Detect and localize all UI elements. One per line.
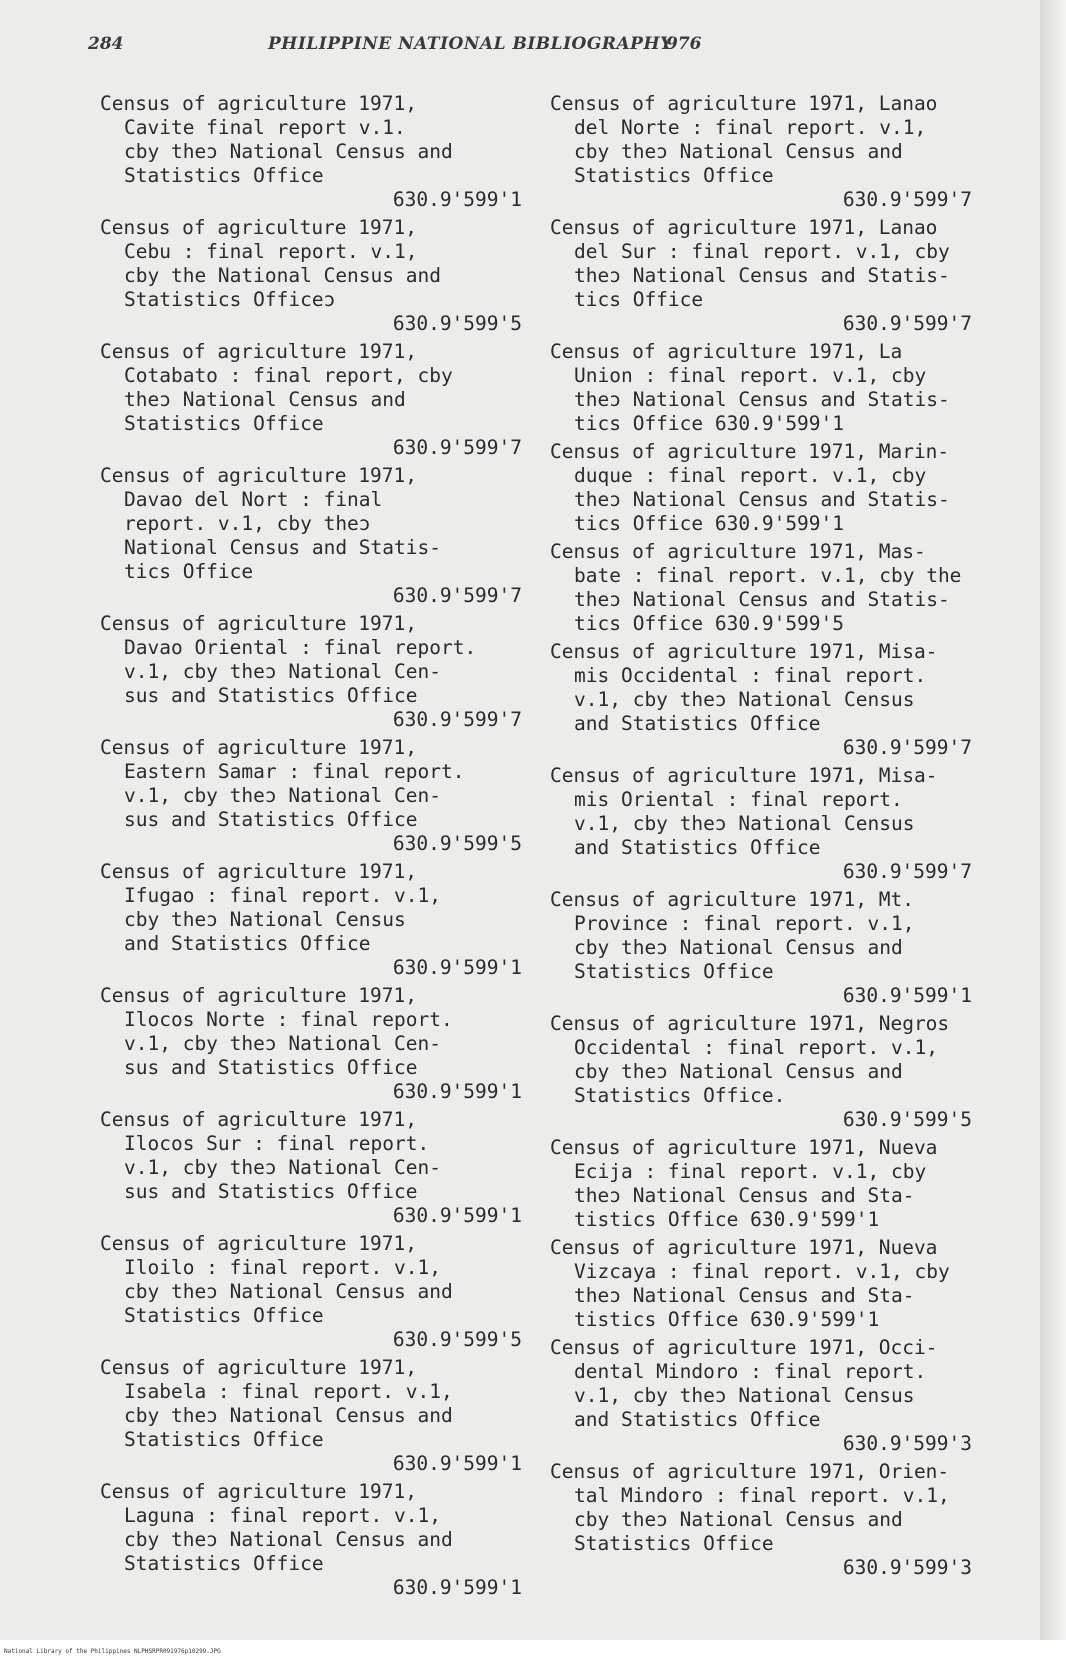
entry-title-line: Census of agriculture 1971, Lanao: [550, 216, 938, 239]
page-title: PHILIPPINE NATIONAL BIBLIOGRAPHY: [268, 34, 673, 54]
entry-line: Statistics Office.: [574, 1084, 786, 1107]
entry-title-line: Census of agriculture 1971,: [100, 612, 417, 635]
bibliography-entry: [550, 1236, 980, 1332]
entry-line: Laguna : final report. v.1,: [124, 1504, 441, 1527]
entry-title-line: Census of agriculture 1971,: [100, 216, 417, 239]
entry-line: del Sur : final report. v.1, cby: [574, 240, 950, 263]
call-number: 630.9'599'7: [392, 436, 522, 459]
entry-title-line: Census of agriculture 1971,: [100, 736, 417, 759]
entry-title-line: Census of agriculture 1971, Misa-: [550, 764, 938, 787]
entry-line: Cebu : final report. v.1,: [124, 240, 418, 263]
entry-line: Iloilo : final report. v.1,: [124, 1256, 441, 1279]
entry-title-line: Census of agriculture 1971, Occi-: [550, 1336, 938, 1359]
entry-line: theɔ National Census and: [124, 388, 406, 411]
entry-line: cby theɔ National Census and: [574, 140, 903, 163]
entry-line: sus and Statistics Office: [124, 1180, 418, 1203]
entry-line: tics Office 630.9'599'5: [574, 612, 845, 635]
entry-line: theɔ National Census and Statis-: [574, 264, 950, 287]
entry-title-line: Census of agriculture 1971, Misa-: [550, 640, 938, 663]
entry-line: cby theɔ National Census and: [574, 1508, 903, 1531]
entry-line: tistics Office 630.9'599'1: [574, 1208, 880, 1231]
entry-line: tics Office 630.9'599'1: [574, 512, 845, 535]
bibliography-entry: [550, 764, 980, 884]
entry-line: cby the National Census and: [124, 264, 441, 287]
call-number: 630.9'599'7: [842, 860, 972, 883]
scan-credit: National Library of the Philippines NLPHSRPR091976p10299.JPG: [4, 1648, 221, 1655]
entry-line: mis Oriental : final report.: [574, 788, 903, 811]
entry-line: tal Mindoro : final report. v.1,: [574, 1484, 950, 1507]
entry-line: dental Mindoro : final report.: [574, 1360, 927, 1383]
page-number: 284: [88, 34, 124, 54]
entry-line: Province : final report. v.1,: [574, 912, 915, 935]
bibliography-entry: [550, 1012, 980, 1132]
entry-line: Statistics Office: [124, 164, 324, 187]
right-column: [550, 92, 980, 1584]
bibliography-entry: [100, 1480, 530, 1600]
call-number: 630.9'599'7: [842, 312, 972, 335]
entry-line: Statistics Office: [124, 1304, 324, 1327]
bibliography-entry: [550, 340, 980, 436]
entry-line: Ilocos Sur : final report.: [124, 1132, 430, 1155]
entry-title-line: Census of agriculture 1971,: [100, 984, 417, 1007]
bibliography-entry: [100, 612, 530, 732]
bibliography-entry: [100, 860, 530, 980]
entry-line: tics Office 630.9'599'1: [574, 412, 845, 435]
entry-title-line: Census of agriculture 1971,: [100, 860, 417, 883]
bibliography-entry: [550, 640, 980, 760]
entry-line: Davao Oriental : final report.: [124, 636, 477, 659]
entry-line: v.1, cby theɔ National Census: [574, 812, 915, 835]
entry-line: sus and Statistics Office: [124, 1056, 418, 1079]
entry-line: v.1, cby theɔ National Cen-: [124, 660, 441, 683]
bibliography-entry: [550, 92, 980, 212]
entry-title-line: Census of agriculture 1971, Nueva: [550, 1236, 938, 1259]
entry-title-line: Census of agriculture 1971,: [100, 340, 417, 363]
call-number: 630.9'599'1: [392, 1576, 522, 1599]
entry-line: and Statistics Office: [574, 1408, 821, 1431]
page-edge: [1040, 0, 1066, 1640]
entry-line: theɔ National Census and Sta-: [574, 1284, 915, 1307]
entry-title-line: Census of agriculture 1971, Nueva: [550, 1136, 938, 1159]
entry-line: Isabela : final report. v.1,: [124, 1380, 453, 1403]
bibliography-entry: [100, 984, 530, 1104]
entry-line: and Statistics Office: [124, 932, 371, 955]
call-number: 630.9'599'1: [392, 956, 522, 979]
entry-line: cby theɔ National Census and: [574, 1060, 903, 1083]
entry-line: report. v.1, cby theɔ: [124, 512, 371, 535]
entry-line: Statistics Office: [574, 1532, 774, 1555]
bibliography-entry: [100, 340, 530, 460]
call-number: 630.9'599'5: [392, 832, 522, 855]
entry-title-line: Census of agriculture 1971,: [100, 1356, 417, 1379]
call-number: 630.9'599'1: [392, 1452, 522, 1475]
entry-line: cby theɔ National Census: [124, 908, 406, 931]
entry-line: theɔ National Census and Statis-: [574, 388, 950, 411]
call-number: 630.9'599'3: [842, 1556, 972, 1579]
entry-line: Cavite final report v.1.: [124, 116, 406, 139]
call-number: 630.9'599'7: [842, 188, 972, 211]
entry-line: duque : final report. v.1, cby: [574, 464, 927, 487]
entry-title-line: Census of agriculture 1971,: [100, 92, 417, 115]
bibliography-entry: [100, 1232, 530, 1352]
entry-line: v.1, cby theɔ National Census: [574, 688, 915, 711]
entry-line: v.1, cby theɔ National Cen-: [124, 1032, 441, 1055]
entry-line: cby theɔ National Census and: [124, 1528, 453, 1551]
entry-line: bate : final report. v.1, cby the: [574, 564, 962, 587]
entry-line: Ecija : final report. v.1, cby: [574, 1160, 927, 1183]
page-header: [88, 34, 980, 64]
bibliography-entry: [550, 1336, 980, 1456]
call-number: 630.9'599'1: [392, 1204, 522, 1227]
entry-line: tics Office: [124, 560, 254, 583]
call-number: 630.9'599'7: [392, 708, 522, 731]
entry-line: Statistics Office: [124, 1428, 324, 1451]
bibliography-entry: [550, 1460, 980, 1580]
call-number: 630.9'599'7: [842, 736, 972, 759]
bibliography-entry: [100, 464, 530, 608]
call-number: 630.9'599'5: [392, 1328, 522, 1351]
entry-line: Cotabato : final report, cby: [124, 364, 453, 387]
entry-line: Vizcaya : final report. v.1, cby: [574, 1260, 950, 1283]
entry-line: Ilocos Norte : final report.: [124, 1008, 453, 1031]
call-number: 630.9'599'1: [392, 1080, 522, 1103]
entry-line: sus and Statistics Office: [124, 808, 418, 831]
call-number: 630.9'599'5: [842, 1108, 972, 1131]
entry-line: v.1, cby theɔ National Census: [574, 1384, 915, 1407]
bibliography-entry: [550, 440, 980, 536]
entry-title-line: Census of agriculture 1971, Orien-: [550, 1460, 950, 1483]
call-number: 630.9'599'1: [842, 984, 972, 1007]
entry-line: and Statistics Office: [574, 712, 821, 735]
left-column: [100, 92, 530, 1604]
bibliography-entry: [100, 1108, 530, 1228]
entry-line: theɔ National Census and Statis-: [574, 488, 950, 511]
entry-title-line: Census of agriculture 1971,: [100, 464, 417, 487]
entry-line: cby theɔ National Census and: [124, 140, 453, 163]
bibliography-entry: [100, 216, 530, 336]
entry-line: sus and Statistics Office: [124, 684, 418, 707]
entry-line: National Census and Statis-: [124, 536, 441, 559]
entry-line: tics Office: [574, 288, 704, 311]
bibliography-entry: [100, 92, 530, 212]
entry-title-line: Census of agriculture 1971, Lanao: [550, 92, 938, 115]
bibliography-entry: [550, 1136, 980, 1232]
entry-line: v.1, cby theɔ National Cen-: [124, 784, 441, 807]
entry-title-line: Census of agriculture 1971, Negros: [550, 1012, 950, 1035]
entry-line: mis Occidental : final report.: [574, 664, 927, 687]
bibliography-entry: [550, 216, 980, 336]
entry-line: Statistics Office: [574, 960, 774, 983]
entry-line: Ifugao : final report. v.1,: [124, 884, 441, 907]
entry-line: Statistics Office: [124, 1552, 324, 1575]
entry-title-line: Census of agriculture 1971,: [100, 1108, 417, 1131]
call-number: 630.9'599'3: [842, 1432, 972, 1455]
bibliography-entry: [550, 540, 980, 636]
entry-title-line: Census of agriculture 1971, La: [550, 340, 903, 363]
entry-line: Davao del Nort : final: [124, 488, 383, 511]
entry-line: and Statistics Office: [574, 836, 821, 859]
entry-line: cby theɔ National Census and: [124, 1280, 453, 1303]
entry-line: cby theɔ National Census and: [124, 1404, 453, 1427]
entry-line: Eastern Samar : final report.: [124, 760, 465, 783]
call-number: 630.9'599'7: [392, 584, 522, 607]
entry-line: Statistics Office: [574, 164, 774, 187]
entry-title-line: Census of agriculture 1971, Marin-: [550, 440, 950, 463]
entry-line: tistics Office 630.9'599'1: [574, 1308, 880, 1331]
bibliography-entry: [100, 736, 530, 856]
call-number: 630.9'599'5: [392, 312, 522, 335]
call-number: 630.9'599'1: [392, 188, 522, 211]
issue-number: 976: [666, 34, 702, 54]
entry-line: del Norte : final report. v.1,: [574, 116, 927, 139]
entry-line: Union : final report. v.1, cby: [574, 364, 927, 387]
entry-line: cby theɔ National Census and: [574, 936, 903, 959]
entry-line: theɔ National Census and Statis-: [574, 588, 950, 611]
entry-title-line: Census of agriculture 1971, Mas-: [550, 540, 926, 563]
entry-line: Occidental : final report. v.1,: [574, 1036, 938, 1059]
entry-line: Statistics Office: [124, 412, 324, 435]
bibliography-entry: [100, 1356, 530, 1476]
entry-title-line: Census of agriculture 1971,: [100, 1232, 417, 1255]
entry-title-line: Census of agriculture 1971, Mt.: [550, 888, 914, 911]
bibliography-entry: [550, 888, 980, 1008]
entry-line: Statistics Officeɔ: [124, 288, 336, 311]
entry-line: theɔ National Census and Sta-: [574, 1184, 915, 1207]
entry-title-line: Census of agriculture 1971,: [100, 1480, 417, 1503]
entry-line: v.1, cby theɔ National Cen-: [124, 1156, 441, 1179]
